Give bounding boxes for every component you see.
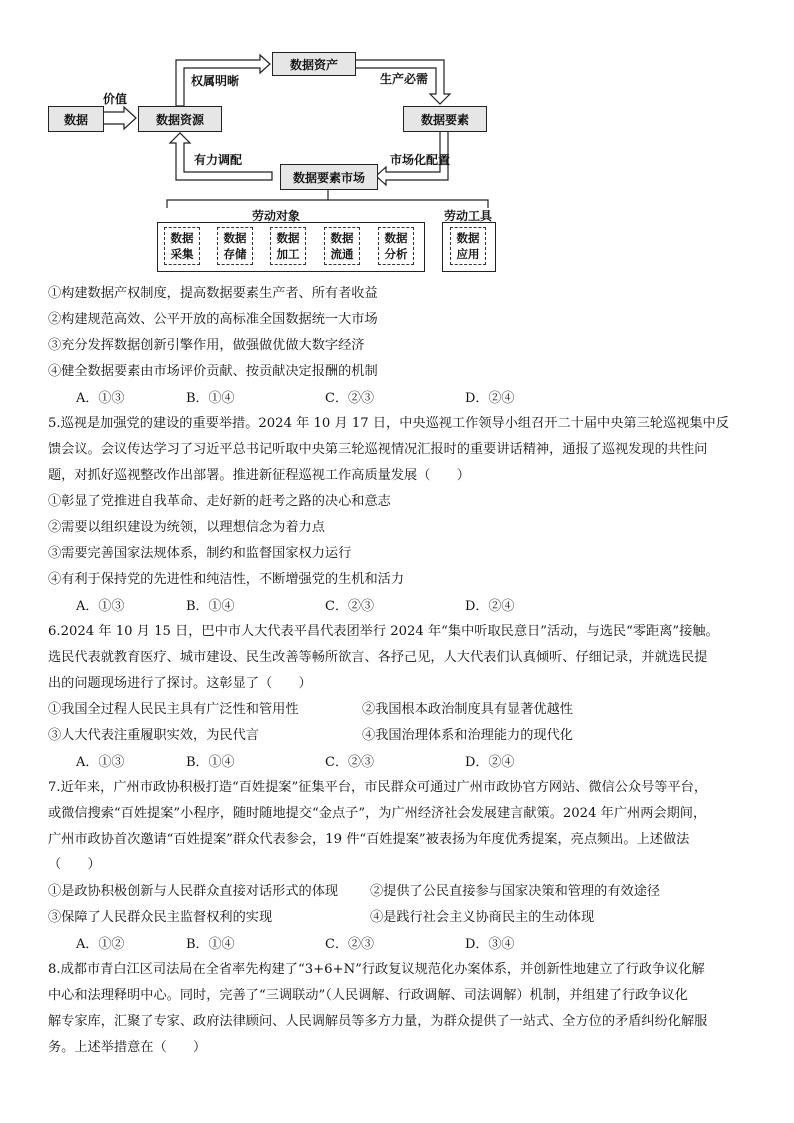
q5-statement-1: ①彰显了党推进自我革命、走好新的赶考之路的决心和意志: [48, 494, 391, 509]
q6-option-b[interactable]: B．①④: [186, 755, 235, 770]
q5-stem-line-3: 题，对抓好巡视整改作出部署。推进新征程巡视工作高质量发展（ ）: [48, 468, 470, 483]
q7-statement-3: ③保障了人民群众民主监督权利的实现: [48, 910, 273, 925]
q8-stem-line-1: 8.成都市青白江区司法局在全省率先构建了“3+6+N”行政复议规范化办案体系，并创新性地建立了行政争议化解: [48, 962, 705, 977]
group-label-tools: 劳动工具: [444, 209, 493, 223]
q5-statement-4: ④有利于保持党的先进性和纯洁性，不断增强党的生机和活力: [48, 572, 405, 587]
q4-statement-4: ④健全数据要素由市场评价贡献、按贡献决定报酬的机制: [48, 364, 378, 379]
q4-option-a[interactable]: A．①③: [76, 391, 125, 406]
q8-stem-line-4: 务。上述举措意在（ ）: [48, 1040, 207, 1055]
q6-stem-line-1: 6.2024 年 10 月 15 日，巴中市人大代表平昌代表团举行 2024 年“集中听取民意日”活动，与选民“零距离”接触。: [48, 624, 719, 639]
group-label-objects: 劳动对象: [252, 209, 301, 223]
q6-stem-line-3: 出的问题现场进行了探讨。这彰显了（ ）: [48, 676, 312, 691]
q5-stem-line-2: 馈会议。会议传达学习了习近平总书记听取中央第三轮巡视情况汇报时的重要讲话精神，通报了巡视发现的共性问: [48, 442, 708, 457]
q7-option-a[interactable]: A．①②: [76, 937, 125, 952]
q7-stem-line-4: （ ）: [48, 857, 101, 872]
q7-stem-line-3: 广州市政协首次邀请“百姓提案”群众代表参会，19 件“百姓提案”被表扬为年度优秀提案，亮点频出。上述做法: [48, 832, 690, 847]
q6-option-a[interactable]: A．①③: [76, 755, 125, 770]
q5-option-d[interactable]: D．②④: [465, 599, 515, 614]
group-brace: [167, 188, 488, 208]
q7-option-d[interactable]: D．③④: [465, 937, 515, 952]
edge-label-ownership: 权属明晰: [191, 74, 240, 88]
node-data-market: 数据要素市场: [280, 164, 378, 190]
q7-statement-4: ④是践行社会主义协商民主的生动体现: [370, 910, 595, 925]
q7-stem-line-2: 或微信搜索“百姓提案”小程序，随时随地提交“金点子”，为广州经济社会发展建言献策。2024 年广州两会期间，: [48, 806, 707, 821]
q6-option-d[interactable]: D．②④: [465, 755, 515, 770]
node-data-element: 数据要素: [403, 106, 487, 132]
q7-statement-1: ①是政协积极创新与人民群众直接对话形式的体现: [48, 884, 339, 899]
tool-application: 数据 应用: [450, 227, 486, 265]
q5-option-c[interactable]: C．②③: [325, 599, 374, 614]
node-data-asset: 数据资产: [272, 52, 356, 76]
q5-option-a[interactable]: A．①③: [76, 599, 125, 614]
q7-option-b[interactable]: B．①④: [186, 937, 235, 952]
arrow-value: [103, 107, 136, 129]
q4-option-c[interactable]: C．②③: [325, 391, 374, 406]
edge-label-production: 生产必需: [380, 72, 429, 86]
q6-statement-3: ③人大代表注重履职实效，为民代言: [48, 728, 259, 743]
object-analyze: 数据 分析: [378, 227, 414, 265]
q4-option-b[interactable]: B．①④: [186, 391, 235, 406]
q5-statement-2: ②需要以组织建设为统领，以理想信念为着力点: [48, 520, 325, 535]
q6-statement-1: ①我国全过程人民民主具有广泛性和管用性: [48, 702, 299, 717]
edge-label-regulation: 有力调配: [194, 153, 243, 167]
q7-statement-2: ②提供了公民直接参与国家决策和管理的有效途径: [370, 884, 661, 899]
object-collect: 数据 采集: [164, 227, 200, 265]
q7-option-c[interactable]: C．②③: [325, 937, 374, 952]
q7-stem-line-1: 7.近年来，广州市政协积极打造“百姓提案”征集平台，市民群众可通过广州市政协官方网站、微信公众号等平台，: [48, 780, 708, 795]
object-process: 数据 加工: [270, 227, 306, 265]
q4-statement-3: ③充分发挥数据创新引擎作用，做强做优做大数字经济: [48, 338, 365, 353]
q4-statement-2: ②构建规范高效、公平开放的高标准全国数据统一大市场: [48, 312, 378, 327]
node-data: 数据: [48, 106, 104, 132]
q4-option-d[interactable]: D．②④: [465, 391, 515, 406]
q6-statement-4: ④我国治理体系和治理能力的现代化: [362, 728, 573, 743]
q6-option-c[interactable]: C．②③: [325, 755, 374, 770]
node-data-resource: 数据资源: [138, 106, 222, 132]
q5-statement-3: ③需要完善国家法规体系，制约和监督国家权力运行: [48, 546, 352, 561]
q8-stem-line-2: 中心和法理释明中心。同时，完善了“三调联动”（人民调解、行政调解、司法调解）机制，并组建了行政争议化: [48, 988, 688, 1003]
q8-stem-line-3: 解专家库，汇聚了专家、政府法律顾问、人民调解员等多方力量，为群众提供了一站式、全方位的矛盾纠纷化解服: [48, 1014, 708, 1029]
q4-statement-1: ①构建数据产权制度，提高数据要素生产者、所有者收益: [48, 286, 378, 301]
q6-statement-2: ②我国根本政治制度具有显著优越性: [362, 702, 573, 717]
object-circulate: 数据 流通: [324, 227, 360, 265]
edge-label-marketization: 市场化配置: [390, 153, 451, 167]
edge-label-value: 价值: [103, 92, 128, 106]
q6-stem-line-2: 选民代表就教育医疗、城市建设、民生改善等畅所欲言、各抒己见，人大代表们认真倾听、仔细记录，并就选民提: [48, 650, 708, 665]
object-store: 数据 存储: [217, 227, 253, 265]
q5-option-b[interactable]: B．①④: [186, 599, 235, 614]
q5-stem-line-1: 5.巡视是加强党的建设的重要举措。2024 年 10 月 17 日，中央巡视工作领导小组召开二十届中央第三轮巡视集中反: [48, 416, 729, 431]
